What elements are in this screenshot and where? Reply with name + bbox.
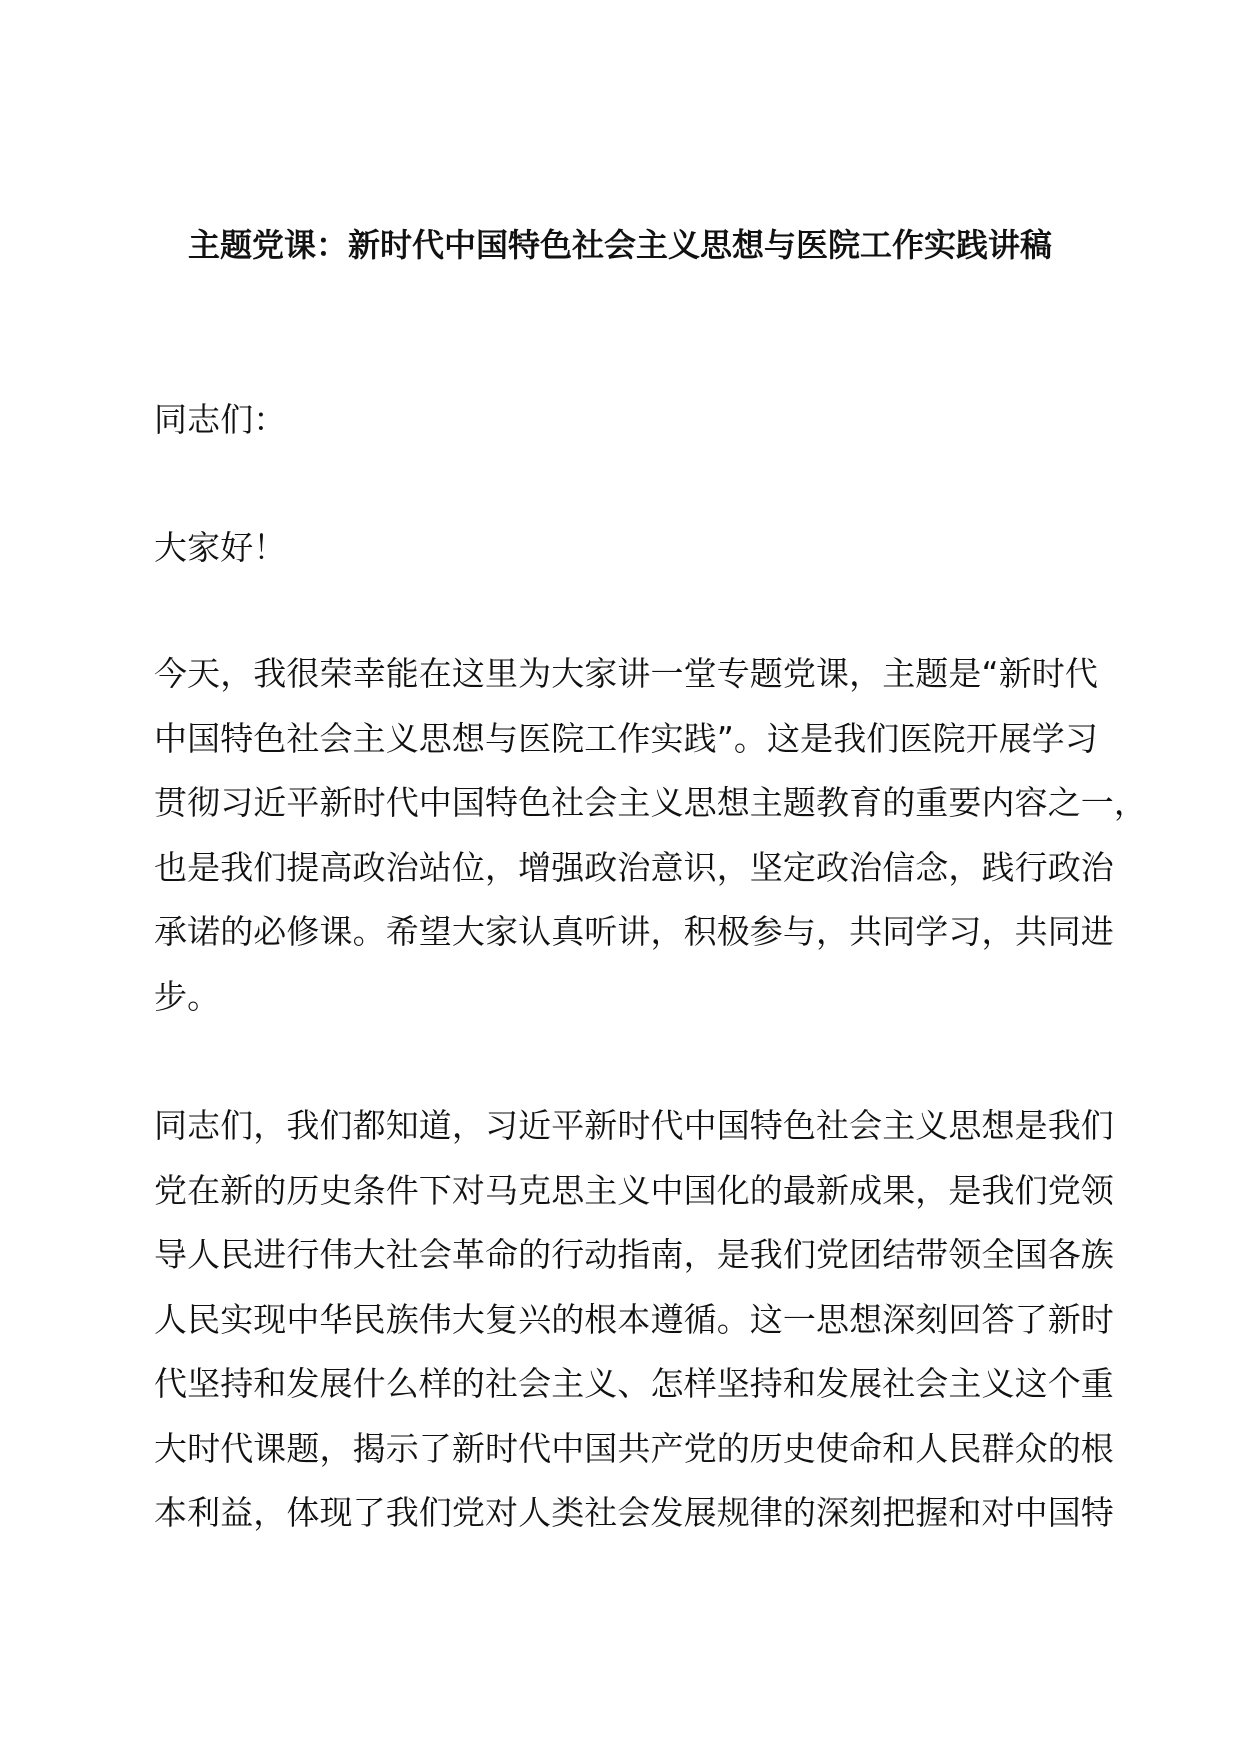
text-line: 同志们，我们都知道，习近平新时代中国特色社会主义思想是我们	[154, 1106, 1114, 1145]
text-line: 步。	[154, 976, 221, 1016]
paragraph-thought-overview	[154, 1094, 1114, 1546]
text-line: 人民实现中华民族伟大复兴的根本遵循。这一思想深刻回答了新时	[154, 1299, 1114, 1339]
text-line: 中国特色社会主义思想与医院工作实践”。这是我们医院开展学习	[154, 718, 1098, 758]
text-line: 党在新的历史条件下对马克思主义中国化的最新成果，是我们党领	[154, 1170, 1114, 1210]
text-line: 大家好！	[154, 528, 287, 567]
text-line: 承诺的必修课。希望大家认真听讲，积极参与，共同学习，共同进	[154, 912, 1114, 951]
greeting-hello	[154, 516, 1094, 581]
text-line: 同志们：	[154, 400, 287, 439]
greeting-comrades	[154, 388, 1094, 453]
text-line: 大时代课题，揭示了新时代中国共产党的历史使命和人民群众的根	[154, 1428, 1114, 1468]
text-line: 导人民进行伟大社会革命的行动指南，是我们党团结带领全国各族	[154, 1235, 1114, 1274]
document-title: 主题党课：新时代中国特色社会主义思想与医院工作实践讲稿	[187, 226, 1052, 264]
paragraph-introduction	[154, 642, 1147, 1029]
text-line: 代坚持和发展什么样的社会主义、怎样坚持和发展社会主义这个重	[154, 1364, 1114, 1403]
text-line: 今天，我很荣幸能在这里为大家讲一堂专题党课，主题是“新时代	[154, 654, 1098, 693]
text-line: 本利益，体现了我们党对人类社会发展规律的深刻把握和对中国特	[154, 1493, 1114, 1532]
text-line: 也是我们提高政治站位，增强政治意识，坚定政治信念，践行政治	[154, 847, 1114, 887]
text-line: 贯彻习近平新时代中国特色社会主义思想主题教育的重要内容之一，	[154, 783, 1147, 822]
